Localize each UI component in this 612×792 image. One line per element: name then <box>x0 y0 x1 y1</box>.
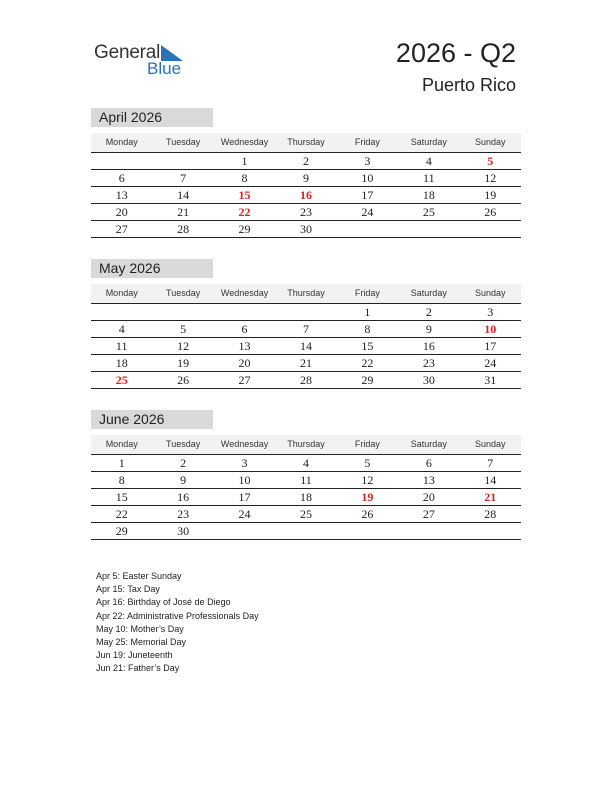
week-row <box>91 153 521 170</box>
day-cell: 4 <box>302 456 309 470</box>
weekday-label: Saturday <box>410 439 447 449</box>
weekday-label: Tuesday <box>166 288 201 298</box>
month-weeks <box>91 153 521 238</box>
day-cell <box>152 304 213 320</box>
day-cell: 28 <box>177 222 190 236</box>
day-cell: 7 <box>302 322 309 336</box>
day-cell: 27 <box>422 507 435 521</box>
holiday-item: May 10: Mother’s Day <box>96 623 184 634</box>
day-cell <box>214 523 275 539</box>
weekday-label: Wednesday <box>220 439 269 449</box>
weekday-label: Sunday <box>474 288 506 298</box>
day-cell: 7 <box>487 456 494 470</box>
week-row <box>91 304 521 321</box>
day-cell <box>337 221 398 237</box>
week-row <box>91 523 521 540</box>
day-cell <box>460 523 521 539</box>
day-cell: 23 <box>299 205 312 219</box>
day-cell: 25 <box>115 373 128 387</box>
weekday-label: Thursday <box>287 137 325 147</box>
day-cell: 2 <box>302 154 309 168</box>
day-cell: 11 <box>423 171 435 185</box>
day-cell: 7 <box>180 171 187 185</box>
day-cell: 21 <box>484 490 497 504</box>
day-cell: 12 <box>361 473 374 487</box>
weekday-label: Monday <box>105 288 138 298</box>
day-cell: 3 <box>241 456 248 470</box>
day-cell: 25 <box>299 507 312 521</box>
day-cell: 29 <box>115 524 128 538</box>
day-cell: 17 <box>361 188 374 202</box>
month-weeks <box>91 455 521 540</box>
day-cell: 6 <box>118 171 125 185</box>
day-cell: 2 <box>425 305 432 319</box>
day-cell <box>214 304 275 320</box>
day-cell: 11 <box>115 339 128 353</box>
weekday-label: Tuesday <box>166 137 201 147</box>
weekday-label: Tuesday <box>166 439 201 449</box>
day-cell <box>275 304 336 320</box>
day-cell <box>152 153 213 169</box>
weekday-label: Monday <box>105 137 138 147</box>
day-cell: 15 <box>361 339 374 353</box>
day-cell: 3 <box>487 305 494 319</box>
day-cell: 16 <box>299 188 312 202</box>
day-cell: 19 <box>177 356 190 370</box>
week-row <box>91 506 521 523</box>
weekday-label: Sunday <box>474 439 506 449</box>
month-june <box>91 410 521 540</box>
day-cell: 14 <box>484 473 497 487</box>
day-cell: 13 <box>238 339 251 353</box>
day-cell: 19 <box>484 188 497 202</box>
week-row <box>91 455 521 472</box>
weekday-label: Wednesday <box>220 137 269 147</box>
logo-general-text: General <box>94 42 161 63</box>
day-cell: 14 <box>299 339 312 353</box>
day-cell: 19 <box>361 490 374 504</box>
day-cell: 26 <box>484 205 497 219</box>
day-cell: 30 <box>299 222 312 236</box>
day-cell: 18 <box>299 490 312 504</box>
week-row <box>91 355 521 372</box>
day-cell: 21 <box>299 356 312 370</box>
day-cell: 5 <box>180 322 187 336</box>
day-cell: 1 <box>364 305 371 319</box>
day-cell: 24 <box>484 356 497 370</box>
holiday-item: Jun 21: Father’s Day <box>96 663 180 674</box>
weekday-label: Friday <box>354 439 380 449</box>
week-row <box>91 221 521 238</box>
day-cell: 8 <box>364 322 371 336</box>
day-cell: 25 <box>422 205 435 219</box>
weekday-label: Wednesday <box>220 288 269 298</box>
holiday-item: Apr 22: Administrative Professionals Day <box>96 610 259 621</box>
day-cell <box>398 523 459 539</box>
day-cell <box>460 221 521 237</box>
logo-blue-text: Blue <box>147 59 182 78</box>
day-cell: 16 <box>177 490 190 504</box>
day-cell: 12 <box>177 339 190 353</box>
day-cell: 4 <box>118 322 125 336</box>
day-cell: 22 <box>238 205 251 219</box>
holiday-item: Apr 16: Birthday of José de Diego <box>96 597 231 608</box>
weekday-label: Thursday <box>287 439 325 449</box>
day-cell: 14 <box>177 188 190 202</box>
weekday-header <box>91 133 521 153</box>
week-row <box>91 338 521 355</box>
weekday-header <box>91 284 521 304</box>
day-cell: 24 <box>238 507 251 521</box>
holiday-item: May 25: Memorial Day <box>96 637 187 648</box>
day-cell: 16 <box>422 339 435 353</box>
day-cell: 9 <box>425 322 432 336</box>
day-cell: 26 <box>361 507 374 521</box>
day-cell: 23 <box>422 356 435 370</box>
day-cell: 8 <box>118 473 125 487</box>
day-cell <box>275 523 336 539</box>
day-cell: 30 <box>422 373 435 387</box>
day-cell: 21 <box>177 205 190 219</box>
day-cell: 22 <box>361 356 374 370</box>
holiday-list <box>96 570 259 676</box>
day-cell: 15 <box>238 188 251 202</box>
holiday-item: Apr 5: Easter Sunday <box>96 571 182 581</box>
day-cell <box>91 153 152 169</box>
day-cell: 1 <box>118 456 125 470</box>
day-cell: 20 <box>238 356 251 370</box>
day-cell: 27 <box>238 373 251 387</box>
day-cell: 8 <box>241 171 248 185</box>
day-cell: 28 <box>299 373 312 387</box>
weekday-header <box>91 435 521 455</box>
week-row <box>91 489 521 506</box>
day-cell: 23 <box>177 507 190 521</box>
weekday-label: Saturday <box>410 288 447 298</box>
day-cell <box>337 523 398 539</box>
day-cell: 20 <box>422 490 435 504</box>
day-cell: 6 <box>241 322 248 336</box>
day-cell: 10 <box>238 473 251 487</box>
holiday-item: Apr 15: Tax Day <box>96 584 160 595</box>
weekday-label: Saturday <box>410 137 447 147</box>
day-cell: 5 <box>364 456 371 470</box>
day-cell: 9 <box>180 473 187 487</box>
day-cell: 10 <box>361 171 374 185</box>
month-title: April 2026 <box>91 108 213 127</box>
month-weeks <box>91 304 521 389</box>
day-cell: 29 <box>361 373 374 387</box>
week-row <box>91 170 521 187</box>
day-cell: 27 <box>115 222 128 236</box>
day-cell: 26 <box>177 373 190 387</box>
week-row <box>91 204 521 221</box>
weekday-label: Monday <box>105 439 138 449</box>
month-title: May 2026 <box>91 259 213 278</box>
day-cell: 12 <box>484 171 497 185</box>
day-cell <box>91 304 152 320</box>
day-cell: 30 <box>177 524 190 538</box>
day-cell <box>398 221 459 237</box>
logo <box>94 40 194 80</box>
weekday-label: Sunday <box>474 137 506 147</box>
day-cell: 15 <box>115 490 128 504</box>
month-april <box>91 108 521 238</box>
day-cell: 31 <box>484 373 497 387</box>
holiday-item: Jun 19: Juneteenth <box>96 650 173 661</box>
week-row <box>91 187 521 204</box>
day-cell: 17 <box>238 490 251 504</box>
weekday-label: Friday <box>354 137 380 147</box>
day-cell: 22 <box>115 507 128 521</box>
weekday-label: Friday <box>354 288 380 298</box>
day-cell: 6 <box>425 456 432 470</box>
weekday-label: Thursday <box>287 288 325 298</box>
page-title: 2026 - Q2 <box>395 38 516 68</box>
day-cell: 29 <box>238 222 251 236</box>
day-cell: 18 <box>115 356 128 370</box>
day-cell: 18 <box>422 188 435 202</box>
day-cell: 20 <box>115 205 128 219</box>
day-cell: 1 <box>241 154 248 168</box>
day-cell: 17 <box>484 339 497 353</box>
country-name: Puerto Rico <box>421 75 516 95</box>
day-cell: 3 <box>364 154 371 168</box>
day-cell: 13 <box>115 188 128 202</box>
day-cell: 5 <box>487 154 494 168</box>
month-title: June 2026 <box>91 410 213 429</box>
day-cell: 2 <box>180 456 187 470</box>
month-may <box>91 259 521 389</box>
day-cell: 4 <box>425 154 432 168</box>
day-cell: 9 <box>302 171 309 185</box>
day-cell: 28 <box>484 507 497 521</box>
day-cell: 13 <box>422 473 435 487</box>
week-row <box>91 472 521 489</box>
day-cell: 11 <box>300 473 312 487</box>
week-row <box>91 321 521 338</box>
day-cell: 10 <box>484 322 497 336</box>
day-cell: 24 <box>361 205 374 219</box>
week-row <box>91 372 521 389</box>
